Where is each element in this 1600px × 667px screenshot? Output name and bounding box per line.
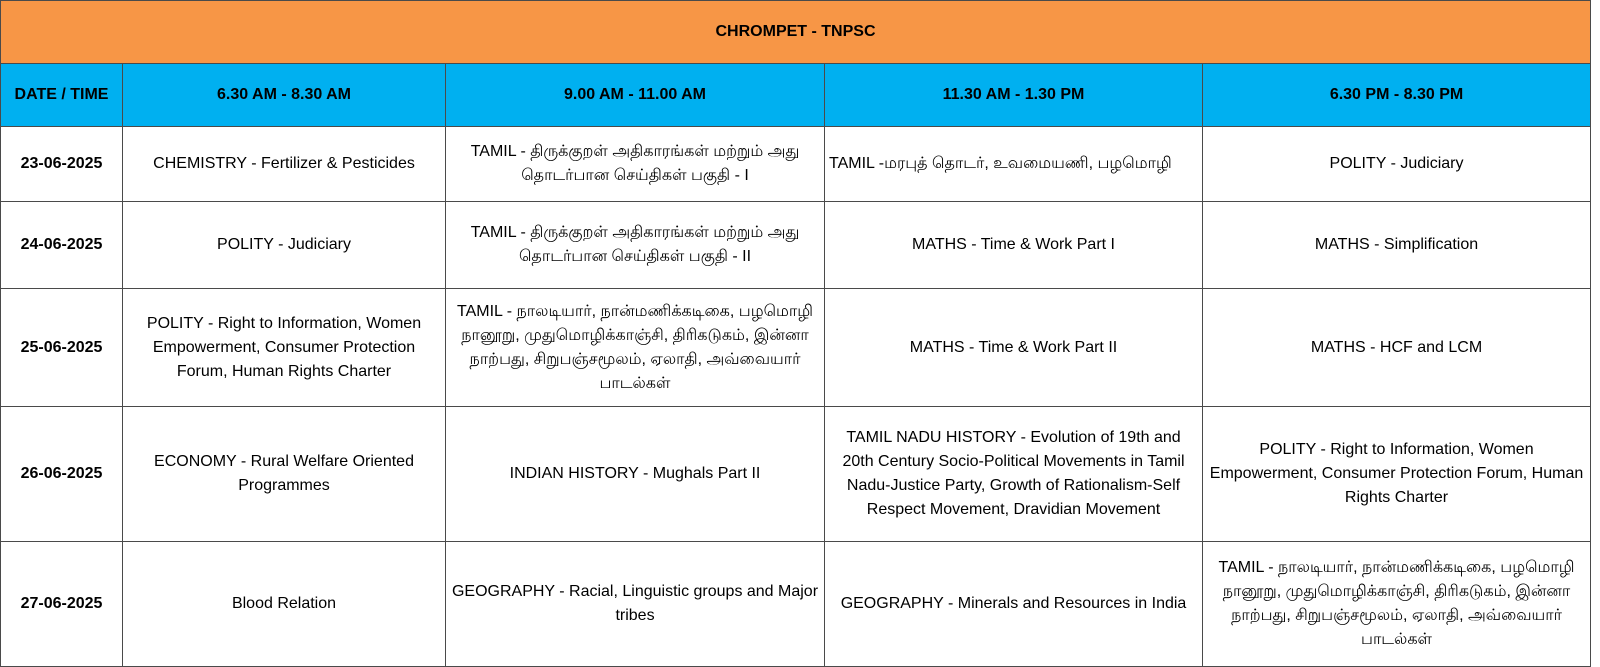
slot-cell: Blood Relation [123,542,446,667]
date-cell: 23-06-2025 [1,127,123,202]
slot-cell: MATHS - Time & Work Part II [825,289,1203,407]
slot-cell: TAMIL - திருக்குறள் அதிகாரங்கள் மற்றும் அது தொடர்பான செய்திகள் பகுதி - II [446,202,825,289]
slot-cell: MATHS - Simplification [1203,202,1591,289]
header-slot-2: 9.00 AM - 11.00 AM [446,64,825,127]
slot-cell: MATHS - HCF and LCM [1203,289,1591,407]
table-row [1,542,1591,667]
header-slot-3: 11.30 AM - 1.30 PM [825,64,1203,127]
slot-cell: GEOGRAPHY - Racial, Linguistic groups and Major tribes [446,542,825,667]
slot-cell: GEOGRAPHY - Minerals and Resources in India [825,542,1203,667]
table-row [1,202,1591,289]
slot-cell: CHEMISTRY - Fertilizer & Pesticides [123,127,446,202]
table-row [1,407,1591,542]
slot-cell: TAMIL -மரபுத் தொடர், உவமையணி, பழமொழி [825,127,1203,202]
header-date-time: DATE / TIME [1,64,123,127]
slot-cell: TAMIL - நாலடியார், நான்மணிக்கடிகை, பழமொழி நானூறு, முதுமொழிக்காஞ்சி, திரிகடுகம், இன்னா நாற்பது, சிறுபஞ்சமூலம், ஏலாதி, அவ்வையார் பாடல்கள் [1203,542,1591,667]
header-slot-4: 6.30 PM - 8.30 PM [1203,64,1591,127]
date-cell: 25-06-2025 [1,289,123,407]
slot-cell: ECONOMY - Rural Welfare Oriented Programmes [123,407,446,542]
slot-cell: INDIAN HISTORY - Mughals Part II [446,407,825,542]
slot-cell: POLITY - Right to Information, Women Empowerment, Consumer Protection Forum, Human Rights Charter [1203,407,1591,542]
slot-cell: TAMIL - திருக்குறள் அதிகாரங்கள் மற்றும் அது தொடர்பான செய்திகள் பகுதி - I [446,127,825,202]
slot-cell: POLITY - Judiciary [123,202,446,289]
header-slot-1: 6.30 AM - 8.30 AM [123,64,446,127]
slot-cell: TAMIL - நாலடியார், நான்மணிக்கடிகை, பழமொழி நானூறு, முதுமொழிக்காஞ்சி, திரிகடுகம், இன்னா நாற்பது, சிறுபஞ்சமூலம், ஏலாதி, அவ்வையார் பாடல்கள் [446,289,825,407]
slot-cell: POLITY - Judiciary [1203,127,1591,202]
table-row [1,127,1591,202]
slot-cell: TAMIL NADU HISTORY - Evolution of 19th and 20th Century Socio-Political Movements in Tamil Nadu-Justice Party, Growth of Rationalism-Self Respect Movement, Dravidian Movement [825,407,1203,542]
table-row [1,289,1591,407]
slot-cell: MATHS - Time & Work Part I [825,202,1203,289]
slot-cell: POLITY - Right to Information, Women Empowerment, Consumer Protection Forum, Human Rights Charter [123,289,446,407]
header-row [1,64,1591,127]
schedule-title: CHROMPET - TNPSC [1,1,1591,64]
date-cell: 26-06-2025 [1,407,123,542]
date-cell: 24-06-2025 [1,202,123,289]
title-row [1,1,1591,64]
date-cell: 27-06-2025 [1,542,123,667]
